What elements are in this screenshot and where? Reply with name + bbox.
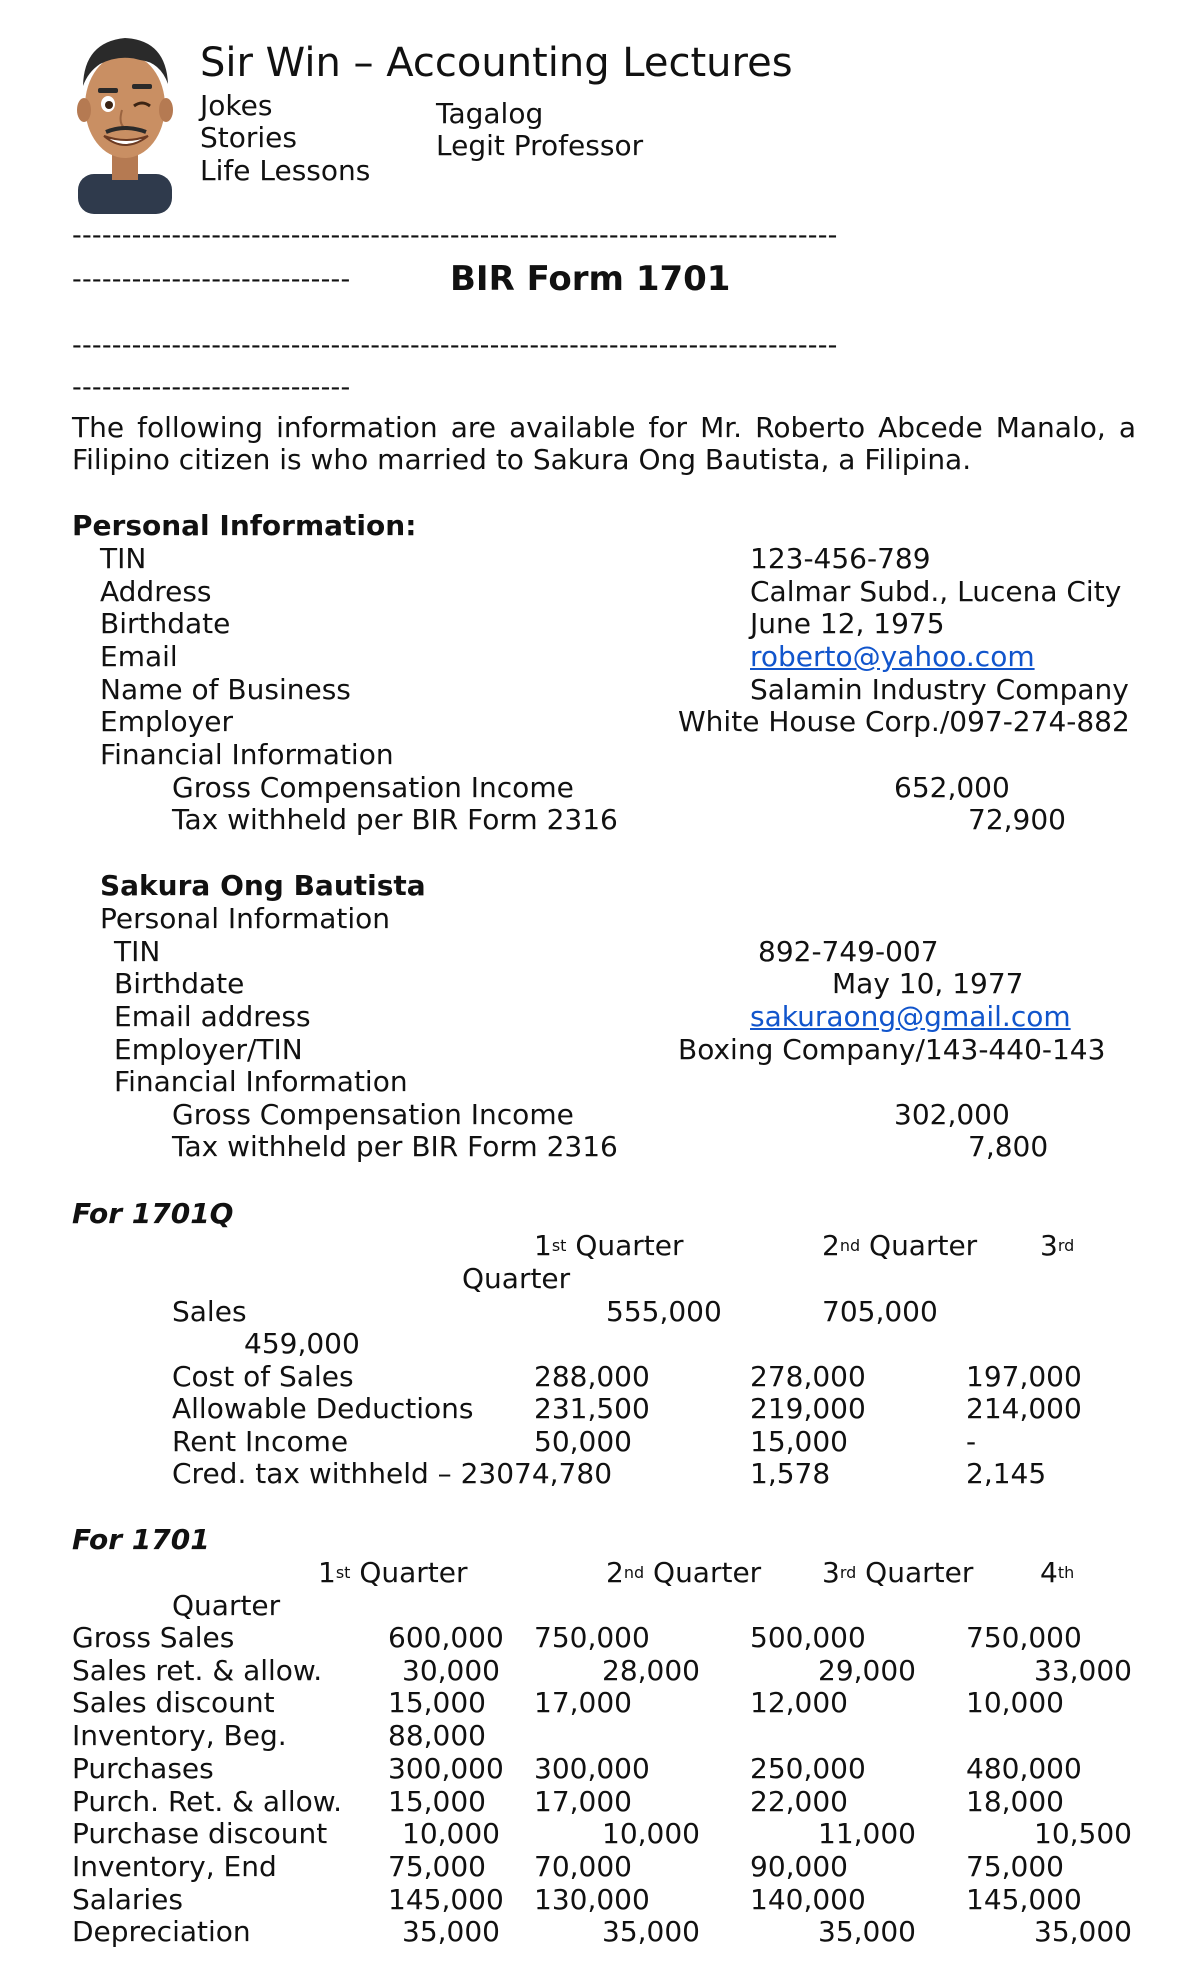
cell-value: 17,000 (534, 1686, 632, 1719)
tag-stories: Stories (200, 121, 297, 154)
section-heading: For 1701 (72, 1523, 210, 1556)
tag-jokes: Jokes (200, 89, 273, 122)
cell-value: 50,000 (534, 1425, 632, 1458)
cell-value: 35,000 (1034, 1915, 1132, 1948)
tag-tagalog: Tagalog (436, 97, 544, 130)
column-header: 1st Quarter (318, 1556, 468, 1589)
tag-legit-professor: Legit Professor (436, 129, 644, 162)
column-header: Quarter (172, 1589, 281, 1622)
column-header: 4th (1040, 1556, 1075, 1589)
column-header: Quarter (462, 1262, 571, 1295)
cell-value: 11,000 (818, 1817, 916, 1850)
email-link[interactable]: sakuraong@gmail.com (750, 1000, 1071, 1033)
gross-compensation-value: 652,000 (894, 771, 1010, 804)
tax-withheld-value: 72,900 (968, 803, 1066, 836)
birthdate-value: May 10, 1977 (832, 967, 1024, 1000)
column-header: 2nd Quarter (606, 1556, 762, 1589)
row-label: Gross Sales (72, 1621, 235, 1654)
cell-value: 750,000 (966, 1621, 1082, 1654)
row-label: Cred. tax withheld – 23074,780 (172, 1457, 613, 1490)
cell-value: 10,000 (966, 1686, 1064, 1719)
employer-value: Boxing Company/143-440-143 (678, 1033, 1106, 1066)
cell-value: 300,000 (534, 1752, 650, 1785)
birthdate-value: June 12, 1975 (750, 607, 945, 640)
column-header: 3rd Quarter (822, 1556, 974, 1589)
cell-value: 10,500 (1034, 1817, 1132, 1850)
gross-compensation-label: Gross Compensation Income (172, 771, 574, 804)
personal-info-label: Personal Information (100, 902, 391, 935)
cell-value: 480,000 (966, 1752, 1082, 1785)
cell-value: 30,000 (402, 1654, 500, 1687)
cell-value: 250,000 (750, 1752, 866, 1785)
cell-value: 555,000 (606, 1295, 722, 1328)
cell-value: - (966, 1425, 977, 1458)
cell-value: 278,000 (750, 1360, 866, 1393)
cell-value: 35,000 (402, 1915, 500, 1948)
cell-value: 140,000 (750, 1883, 866, 1916)
row-label: Sales (172, 1295, 247, 1328)
cell-value: 2,145 (966, 1457, 1047, 1490)
cell-value: 145,000 (388, 1883, 504, 1916)
email-label: Email (100, 640, 178, 673)
tin-value: 123-456-789 (750, 542, 931, 575)
tax-withheld-value: 7,800 (968, 1130, 1049, 1163)
financial-info-label: Financial Information (100, 738, 394, 771)
cell-value: 15,000 (388, 1785, 486, 1818)
row-label: Depreciation (72, 1915, 251, 1948)
row-label: Sales ret. & allow. (72, 1654, 323, 1687)
cell-value: 130,000 (534, 1883, 650, 1916)
row-label: Salaries (72, 1883, 183, 1916)
cell-value: 88,000 (388, 1719, 486, 1752)
cell-value: 219,000 (750, 1392, 866, 1425)
row-label: Purchases (72, 1752, 214, 1785)
cell-value: 600,000 (388, 1621, 504, 1654)
cell-value: 10,000 (602, 1817, 700, 1850)
cell-value: 705,000 (822, 1295, 938, 1328)
cell-value: 22,000 (750, 1785, 848, 1818)
cell-value: 17,000 (534, 1785, 632, 1818)
tin-label: TIN (114, 935, 161, 968)
cell-value: 15,000 (750, 1425, 848, 1458)
tag-life-lessons: Life Lessons (200, 154, 371, 187)
cell-value: 300,000 (388, 1752, 504, 1785)
row-label: Inventory, End (72, 1850, 277, 1883)
section-heading: Personal Information: (72, 509, 417, 542)
employer-label: Employer/TIN (114, 1033, 303, 1066)
cell-value: 214,000 (966, 1392, 1082, 1425)
gross-compensation-label: Gross Compensation Income (172, 1098, 574, 1131)
divider: ----------------------------------------------------------------------------- (72, 220, 838, 251)
row-label: Sales discount (72, 1686, 275, 1719)
tax-withheld-label: Tax withheld per BIR Form 2316 (172, 1130, 618, 1163)
address-value: Calmar Subd., Lucena City (750, 575, 1122, 608)
row-label: Cost of Sales (172, 1360, 354, 1393)
divider: ----------------------------------------------------------------------------- (72, 330, 838, 361)
employer-value: White House Corp./097-274-882 (678, 705, 1130, 738)
tin-label: TIN (100, 542, 147, 575)
row-label: Rent Income (172, 1425, 349, 1458)
business-label: Name of Business (100, 673, 351, 706)
cell-value: 10,000 (402, 1817, 500, 1850)
birthdate-label: Birthdate (100, 607, 231, 640)
section-heading: Sakura Ong Bautista (100, 869, 426, 902)
column-header: 2nd Quarter (822, 1229, 978, 1262)
cell-value: 197,000 (966, 1360, 1082, 1393)
tin-value: 892-749-007 (758, 935, 939, 968)
cell-value: 12,000 (750, 1686, 848, 1719)
cell-value: 90,000 (750, 1850, 848, 1883)
cell-value: 75,000 (966, 1850, 1064, 1883)
section-heading: For 1701Q (72, 1197, 234, 1230)
cell-value: 288,000 (534, 1360, 650, 1393)
cell-value: 145,000 (966, 1883, 1082, 1916)
cell-value: 33,000 (1034, 1654, 1132, 1687)
cell-value: 459,000 (244, 1327, 360, 1360)
email-link[interactable]: roberto@yahoo.com (750, 640, 1035, 673)
column-header: 1st Quarter (534, 1229, 684, 1262)
divider: ---------------------------- (72, 372, 351, 403)
row-label: Purch. Ret. & allow. (72, 1785, 342, 1818)
cell-value: 500,000 (750, 1621, 866, 1654)
form-title: BIR Form 1701 (450, 259, 731, 299)
avatar-icon (70, 24, 180, 214)
cell-value: 75,000 (388, 1850, 486, 1883)
cell-value: 35,000 (818, 1915, 916, 1948)
page-title: Sir Win – Accounting Lectures (200, 40, 793, 86)
cell-value: 18,000 (966, 1785, 1064, 1818)
cell-value: 15,000 (388, 1686, 486, 1719)
gross-compensation-value: 302,000 (894, 1098, 1010, 1131)
row-label: Purchase discount (72, 1817, 328, 1850)
business-value: Salamin Industry Company (750, 673, 1129, 706)
employer-label: Employer (100, 705, 233, 738)
cell-value: 35,000 (602, 1915, 700, 1948)
cell-value: 28,000 (602, 1654, 700, 1687)
row-label: Allowable Deductions (172, 1392, 474, 1425)
tax-withheld-label: Tax withheld per BIR Form 2316 (172, 803, 618, 836)
cell-value: 231,500 (534, 1392, 650, 1425)
email-label: Email address (114, 1000, 311, 1033)
divider: ---------------------------- (72, 264, 351, 295)
cell-value: 70,000 (534, 1850, 632, 1883)
cell-value: 750,000 (534, 1621, 650, 1654)
address-label: Address (100, 575, 212, 608)
cell-value: 1,578 (750, 1457, 831, 1490)
cell-value: 29,000 (818, 1654, 916, 1687)
financial-info-label: Financial Information (114, 1065, 408, 1098)
column-header: 3rd (1040, 1229, 1075, 1262)
birthdate-label: Birthdate (114, 967, 245, 1000)
row-label: Inventory, Beg. (72, 1719, 287, 1752)
intro-paragraph: The following information are available for Mr. Roberto Abcede Manalo, a Filipino citizen is who married to Sakura Ong Bautista, a Filipina. (72, 411, 1136, 476)
